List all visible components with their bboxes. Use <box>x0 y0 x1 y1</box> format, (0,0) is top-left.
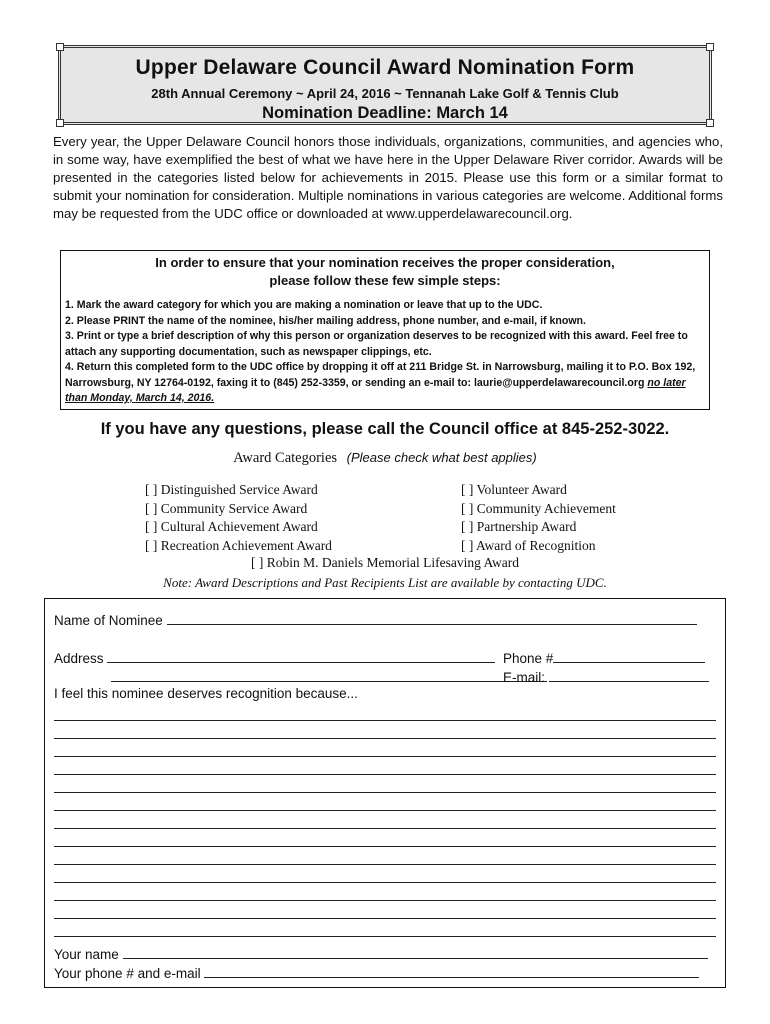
category-checkbox-recreation-achievement[interactable]: [ ] Recreation Achievement Award <box>145 537 332 553</box>
address-label: Address <box>54 651 104 666</box>
phone-field <box>503 650 705 666</box>
contact-notice: If you have any questions, please call the Council office at 845-252-3022. <box>100 420 670 438</box>
email-label: E-mail: <box>503 670 546 685</box>
category-checkbox-recognition[interactable]: [ ] Award of Recognition <box>461 537 596 553</box>
category-checkbox-partnership[interactable]: [ ] Partnership Award <box>461 519 577 534</box>
award-categories-heading <box>0 450 770 467</box>
instructions-box <box>60 250 710 410</box>
reason-line[interactable] <box>54 864 716 865</box>
ceremony-info: 28th Annual Ceremony ~ April 24, 2016 ~ Tennanah Lake Golf & Tennis Club <box>151 86 619 101</box>
instruction-step-1: 1. Mark the award category for which you are making a nomination or leave that up to the UDC. <box>65 299 543 311</box>
form-title: Upper Delaware Council Award Nomination Form <box>135 56 635 79</box>
award-categories-hint: (Please check what best applies) <box>346 450 537 465</box>
reason-line[interactable] <box>54 792 716 793</box>
nomination-form <box>44 598 726 988</box>
submission-deadline: no later than Monday, March 14, 2016. <box>65 376 686 404</box>
award-categories-right <box>461 481 616 555</box>
reason-line[interactable] <box>54 882 716 883</box>
your-name-label: Your name <box>54 947 119 962</box>
address-field <box>54 650 495 666</box>
phone-label: Phone # <box>503 651 554 666</box>
reason-line[interactable] <box>54 900 716 901</box>
category-checkbox-lifesaving[interactable]: [ ] Robin M. Daniels Memorial Lifesaving Award <box>251 555 519 570</box>
award-categories-note: Note: Award Descriptions and Past Recipients List are available by contacting UDC. <box>163 575 607 590</box>
nominee-label: Name of Nominee <box>54 613 163 628</box>
your-contact-field <box>54 965 699 981</box>
reason-line[interactable] <box>54 774 716 775</box>
reason-label: I feel this nominee deserves recognition because... <box>54 686 358 701</box>
reason-line[interactable] <box>54 846 716 847</box>
instruction-step-4 <box>65 360 705 407</box>
email-input[interactable] <box>549 669 709 682</box>
intro-paragraph: Every year, the Upper Delaware Council honors those individuals, organizations, communities, and agencies who, in some way, have exemplified the best of what we have here in the Upper Delaware River corridor. Awards will be presented in the categories listed below for achievements in 2015. Please use this form or a similar format to submit your nomination for consideration. Multiple nominations in various categories are welcome. Additional forms may be requested from the UDC office or downloaded at www.upperdelawarecouncil.org. <box>53 134 723 221</box>
reason-line[interactable] <box>54 828 716 829</box>
nomination-deadline: Nomination Deadline: March 14 <box>262 104 508 122</box>
instruction-step-3: 3. Print or type a brief description of why this person or organization deserves to be recognized with this award. Feel free to attach any supporting documentation, such as newspaper clippings, etc. <box>65 330 688 358</box>
instruction-step-2: 2. Please PRINT the name of the nominee, his/her mailing address, phone number, and e-mail, if known. <box>65 314 586 327</box>
address-input-line2[interactable] <box>111 669 547 682</box>
phone-input[interactable] <box>553 650 705 663</box>
reason-line[interactable] <box>54 738 716 739</box>
instruction-step-4-text: 4. Return this completed form to the UDC office by dropping it off at 211 Bridge St. in Narrowsburg, mailing it to P.O. Box 192, Narrowsburg, NY 12764-0192, faxing it to (845) 252-3359, or sending an e-mail to: laurie@upperdelawarecouncil.org <box>65 361 696 389</box>
instructions-list <box>65 298 705 407</box>
instructions-heading-line1: In order to ensure that your nomination receives the proper consideration, <box>155 255 615 270</box>
your-name-field <box>54 946 708 962</box>
reason-line[interactable] <box>54 810 716 811</box>
nominee-input[interactable] <box>167 612 697 625</box>
award-categories-left <box>145 481 332 555</box>
reason-line[interactable] <box>54 720 716 721</box>
instructions-heading-line2: please follow these few simple steps: <box>269 273 501 288</box>
corner-ornament <box>56 119 64 127</box>
address-input-line1[interactable] <box>107 650 495 663</box>
reason-line[interactable] <box>54 918 716 919</box>
your-contact-label: Your phone # and e-mail <box>54 966 201 981</box>
form-header <box>58 45 712 125</box>
category-checkbox-distinguished-service[interactable]: [ ] Distinguished Service Award <box>145 482 318 497</box>
category-checkbox-community-service[interactable]: [ ] Community Service Award <box>145 500 308 516</box>
category-checkbox-community-achievement[interactable]: [ ] Community Achievement <box>461 500 616 516</box>
email-field <box>503 669 709 685</box>
category-checkbox-cultural-achievement[interactable]: [ ] Cultural Achievement Award <box>145 519 318 534</box>
your-contact-input[interactable] <box>204 965 699 978</box>
corner-ornament <box>706 119 714 127</box>
address-field-line2 <box>54 669 547 685</box>
corner-ornament <box>706 43 714 51</box>
category-checkbox-volunteer[interactable]: [ ] Volunteer Award <box>461 482 567 497</box>
nominee-field <box>54 612 697 628</box>
award-categories-title: Award Categories <box>233 450 338 466</box>
your-name-input[interactable] <box>123 946 708 959</box>
instructions-heading <box>65 254 705 290</box>
reason-line[interactable] <box>54 756 716 757</box>
corner-ornament <box>56 43 64 51</box>
reason-line[interactable] <box>54 936 716 937</box>
